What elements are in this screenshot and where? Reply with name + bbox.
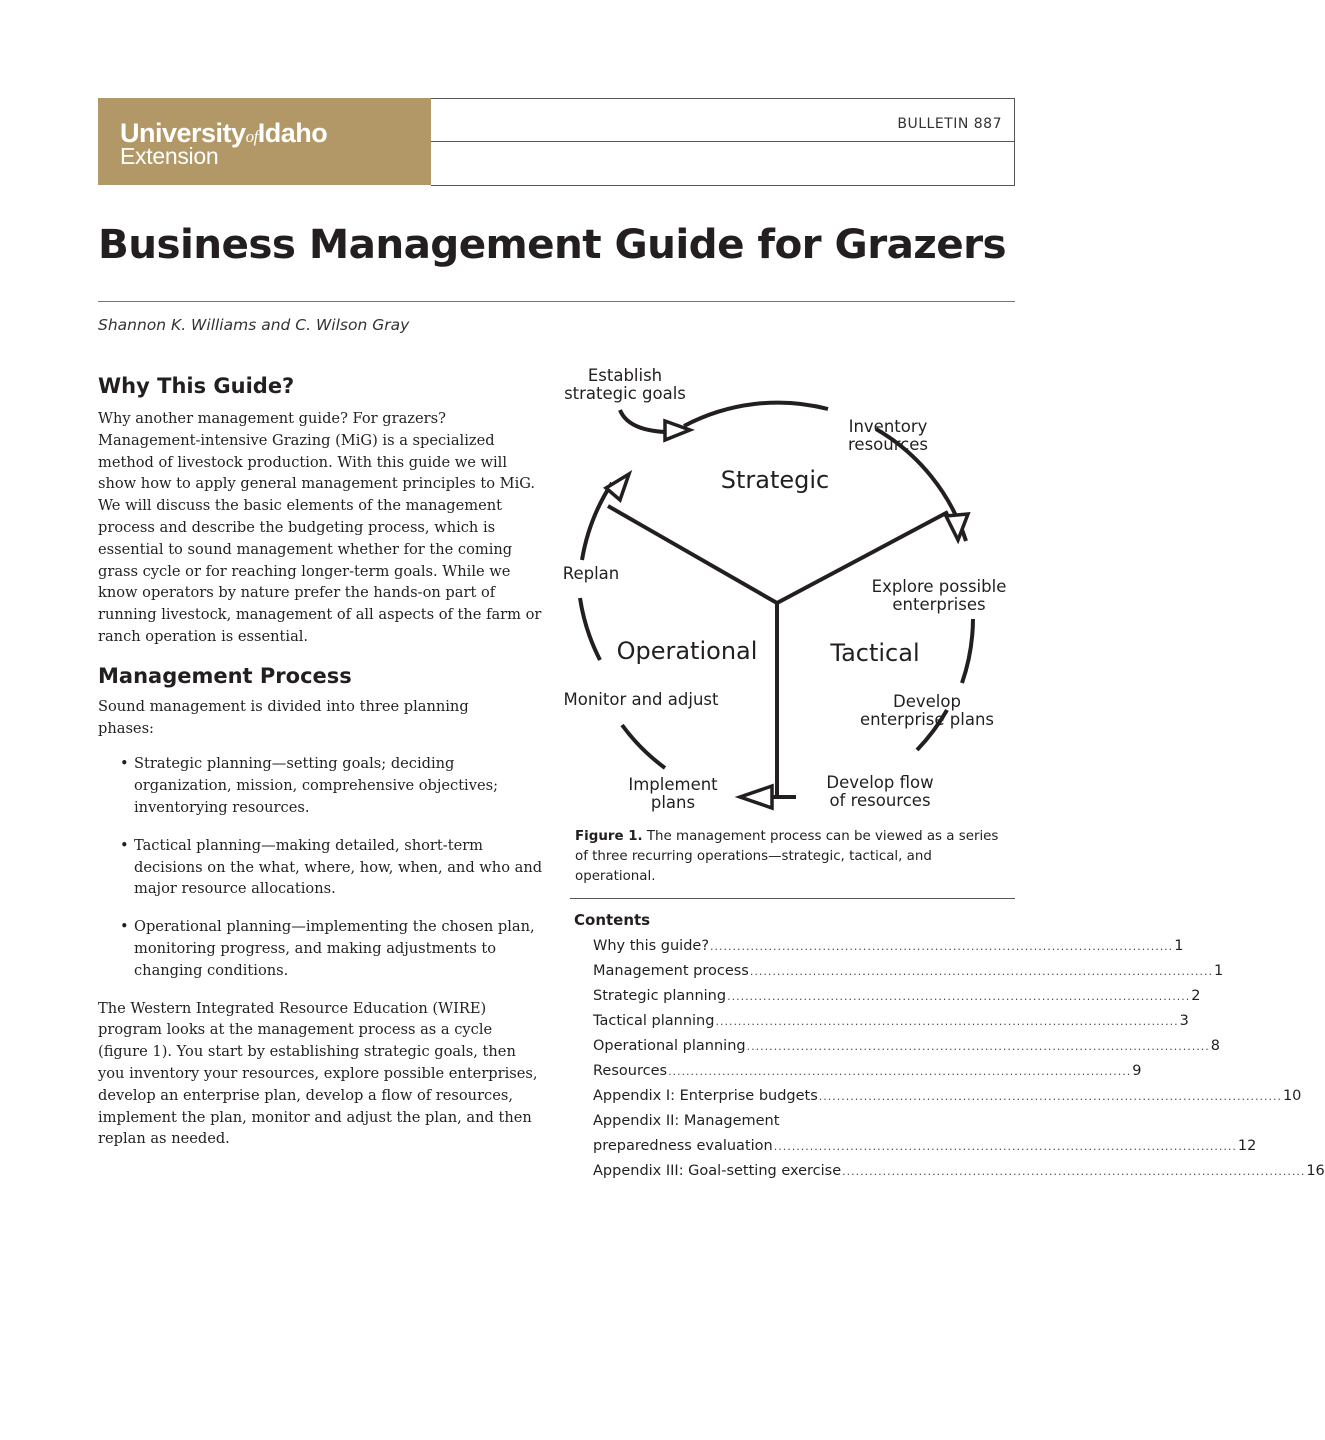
wire-paragraph: The Western Integrated Resource Education (WIRE) program looks at the management process as a cycle (figure 1). You start by establishing strategic goals, then you inventory your resources, explore possible enterprises, develop an enterprise plan, develop a flow of resources, implement the plan, monitor and adjust the plan, and then replan as needed. [98,999,538,1148]
sector-operational: Operational [616,637,758,665]
label-develop-plans-1: Develop [893,692,961,711]
label-develop-plans-2: enterprise plans [859,710,995,729]
toc-entry[interactable]: Resources ....................................................................................................... 9 [593,1059,998,1084]
label-monitor: Monitor and adjust [563,690,719,709]
leader-dots: ....................................................................................................... [842,1165,1306,1178]
left-column [98,374,544,1150]
label-implement-2: plans [650,793,696,812]
arc-right [962,619,973,683]
arrowhead-implement [740,786,772,808]
leader-dots: ....................................................................................................... [668,1065,1132,1078]
leader-dots: ....................................................................................................... [749,965,1214,978]
label-replan: Replan [562,564,620,583]
leader-dots: ....................................................................................................... [715,1015,1179,1028]
toc-entry[interactable]: Appendix I: Enterprise budgets ....................................................................................................... 10 [593,1084,998,1109]
label-explore-2: enterprises [892,595,986,614]
bulletin-number: BULLETIN 887 [897,116,1002,132]
label-establish-1: Establish [587,366,663,385]
label-develop-flow-1: Develop flow [826,773,934,792]
arc-left-upper [582,483,612,560]
header-box [431,98,1015,186]
arrowhead-replan [606,474,629,500]
toc-entry[interactable]: Appendix II: Management [593,1113,780,1129]
leader-dots: ....................................................................................................... [727,990,1191,1003]
contents-title: Contents [574,911,651,929]
why-paragraph: Why another management guide? For grazers? Management-intensive Grazing (MiG) is a specialized method of livestock production. With this guide we will show how to apply general management principles to MiG. We will discuss the basic elements of the management process and describe the budgeting process, which is essential to sound management whether for the coming grass cycle or for reaching longer-term goals. While we know operators by nature prefer the hands-on part of running livestock, management of all aspects of the farm or ranch operation is essential. [98,410,542,645]
list-item: • Strategic planning—setting goals; deciding organization, mission, comprehensive objectives; inventorying resources. [120,755,499,816]
logo-extension: Extension [120,143,219,169]
leader-dots: ....................................................................................................... [746,1040,1210,1053]
toc-entry[interactable]: Appendix III: Goal-setting exercise ....................................................................................................... 16 [593,1159,998,1184]
toc-entry[interactable]: Strategic planning ....................................................................................................... 2 [593,984,998,1009]
authors: Shannon K. Williams and C. Wilson Gray [98,316,410,334]
section-heading-why: Why This Guide? [98,374,295,398]
arc-left-lower [580,598,600,660]
logo-university-idaho: UniversityofIdaho [120,118,328,148]
label-inventory-1: Inventory [848,417,928,436]
toc-entry[interactable]: Management process ....................................................................................................... 1 [593,959,998,984]
sector-strategic: Strategic [720,466,830,494]
sector-tactical: Tactical [830,639,920,667]
figure-caption [575,827,1015,887]
arc-bottom-left [622,725,665,768]
leader-dots: ....................................................................................................... [710,940,1174,953]
leader-dots: ....................................................................................................... [773,1140,1237,1153]
label-develop-flow-2: of resources [829,791,931,810]
title-divider [98,301,1015,302]
table-of-contents [593,934,1325,1184]
label-inventory-2: resources [848,435,928,454]
spoke-left [608,506,777,603]
arc-top [684,403,828,426]
section-heading-management: Management Process [98,663,352,688]
toc-entry[interactable]: Operational planning ....................................................................................................... 8 [593,1034,998,1059]
header-divider [431,141,1015,142]
leader-dots: ....................................................................................................... [818,1090,1282,1103]
toc-entry[interactable]: Tactical planning ....................................................................................................... 3 [593,1009,998,1034]
page-title: Business Management Guide for Grazers [98,220,1007,268]
label-establish-2: strategic goals [564,384,686,403]
establish-curve [620,410,665,432]
caption-text: The management process can be viewed as a series of three recurring operations—strategic, tactical, and operational. [575,829,999,884]
phase-list [98,753,544,981]
contents-divider [570,898,1015,899]
list-item: • Operational planning—implementing the chosen plan, monitoring progress, and making adjustments to changing conditions. [120,918,535,979]
management-intro: Sound management is divided into three planning phases: [98,697,469,737]
label-explore-1: Explore possible [871,577,1007,596]
toc-entry[interactable]: preparedness evaluation ....................................................................................................... 12 [593,1134,998,1159]
label-implement-1: Implement [628,775,718,794]
list-item: • Tactical planning—making detailed, short-term decisions on the what, where, how, when, and who and major resource allocations. [120,836,543,898]
management-cycle-diagram [555,360,1015,820]
caption-label: Figure 1. [575,829,643,844]
toc-entry[interactable]: Why this guide? ....................................................................................................... 1 [593,934,998,959]
